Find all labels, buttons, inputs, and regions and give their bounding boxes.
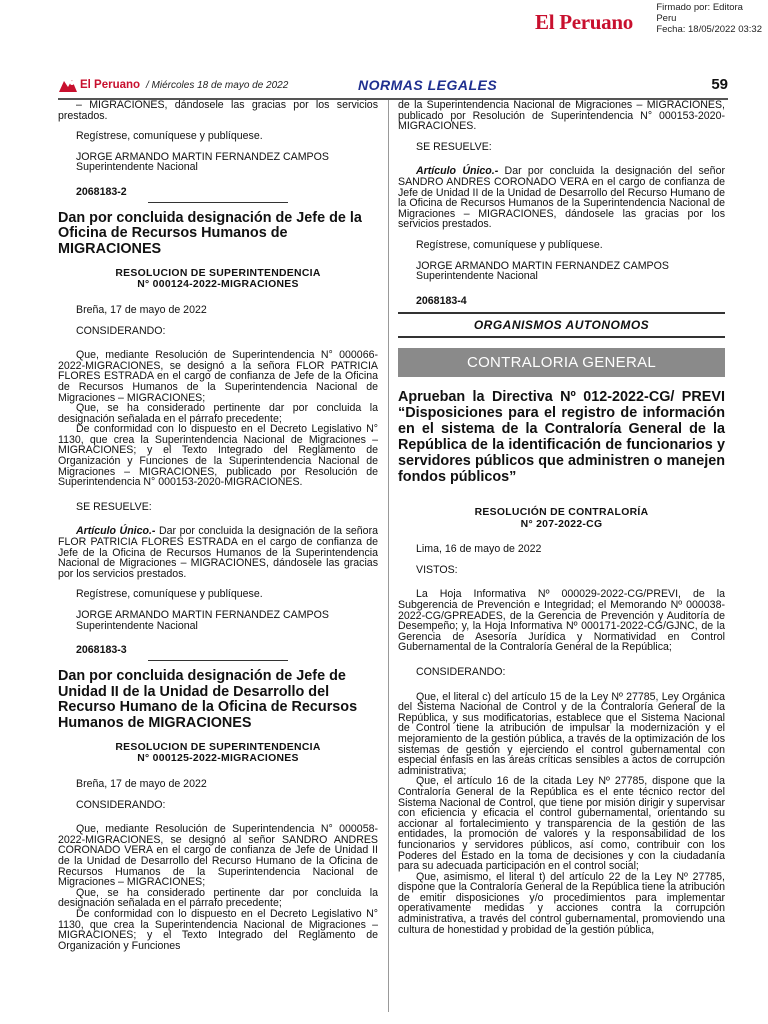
closing-formula: Regístrese, comuníquese y publíquese. — [76, 588, 263, 601]
header-date: / Miércoles 18 de mayo de 2022 — [146, 80, 289, 91]
article-lead: Artículo Único.- — [416, 165, 499, 178]
article-title: Dan por concluida designación de Jefe de la Oficina de Recursos Humanos de MIGRACIONES — [58, 209, 362, 258]
article-text: Dar por concluida la designación del señor SANDRO ANDRES CORONADO VERA en el cargo de confianza de Jefe de Unidad II de la Unidad de Desarrollo del Recurso Humano de la Oficina de Recursos Humanos de la Superintendencia Nacional de Migraciones – MIGRACIONES, dándosele las gracias por los servicios prestados. — [398, 165, 725, 231]
article-lead: Artículo Único.- — [76, 525, 156, 538]
section-label: SE RESUELVE: — [416, 140, 492, 153]
signature-line-2: Peru — [656, 13, 677, 24]
publication-code: 2068183-4 — [416, 294, 467, 307]
peruano-emblem-icon — [58, 78, 78, 93]
paragraph: La Hoja Informativa Nº 000029-2022-CG/PREVI, de la Subgerencia de Prevención e Integridad; el Memorando Nº 000038-2022-CG/GPREADES, de la Gerencia de Prevención y Auditoría de Desempeño; y, la Hoja Informativa Nº 000171-2022-CG/GJNC, de la Gerencia de Asesoría Jurídica y Normatividad en Control Gubernamental de la Contraloría General de la República; — [398, 588, 725, 654]
running-header — [58, 76, 728, 100]
agency-banner: CONTRALORIA GENERAL — [398, 348, 725, 377]
signature-line-3: Fecha: 18/05/2022 03:32 — [656, 24, 762, 35]
paragraph: Que, mediante Resolución de Superintendencia N° 000058-2022-MIGRACIONES, se designó al señor SANDRO ANDRES CORONADO VERA en el cargo de confianza de Jefe de Unidad II de la Unidad de Desarrollo del Recurso Humano de la Oficina de Recursos Humanos de la Superintendencia Nacional de Migraciones – MIGRACIONES; — [58, 823, 378, 889]
paragraph: Que, mediante Resolución de Superintendencia N° 000066-2022-MIGRACIONES, se designó a la señora FLOR PATRICIA FLORES ESTRADA en el cargo de confianza de Jefe de la Oficina de Recursos Humanos de la Superintendencia Nacional de Migraciones – MIGRACIONES; — [58, 349, 378, 404]
page-number: 59 — [711, 76, 728, 93]
signatory-name: JORGE ARMANDO MARTIN FERNANDEZ CAMPOS — [76, 609, 329, 622]
section-banner: ORGANISMOS AUTONOMOS — [398, 312, 725, 338]
resolution-type: RESOLUCION DE SUPERINTENDENCIA — [115, 267, 321, 279]
paragraph: De conformidad con lo dispuesto en el Decreto Legislativo N° 1130, que crea la Superintendencia Nacional de Migraciones – MIGRACIONES; y el Texto Integrado del Reglamento de Organización y Funciones — [58, 907, 378, 952]
paragraph: – MIGRACIONES, dándosele las gracias por los servicios prestados. — [58, 99, 378, 122]
publication-code: 2068183-3 — [76, 644, 127, 657]
signature-line-1: Firmado por: Editora — [656, 2, 743, 13]
publication-code: 2068183-2 — [76, 185, 127, 198]
article-text: Dar por concluida la designación de la señora FLOR PATRICIA FLORES ESTRADA en el cargo de confianza de Jefe de la Oficina de Recursos Humanos de la Superintendencia Nacional de Migraciones – MIGRACIONES, dándosele las gracias por los servicios prestados. — [58, 525, 378, 580]
paragraph: Que, se ha considerado pertinente dar por concluida la designación señalada en el párrafo precedente; — [58, 402, 378, 425]
paragraph: Que, el literal c) del artículo 15 de la Ley Nº 27785, Ley Orgánica del Sistema Nacional de Control y de la Contraloría General de la República, y sus modificatorias, establece que el Sistema Nacional de Control tiene la atribución de impulsar la modernización y el mejoramiento de la gestión pública, a través de la optimización de los sistemas de gestión y ejerciendo el control gubernamental con especial énfasis en las áreas críticas sensibles a actos de corrupción administrativa; — [398, 690, 725, 777]
signatory-role: Superintendente Nacional — [416, 270, 538, 283]
resolution-date: Breña, 17 de mayo de 2022 — [76, 777, 207, 790]
resolution-date: Breña, 17 de mayo de 2022 — [76, 303, 207, 316]
resolution-number: N° 000124-2022-MIGRACIONES — [137, 279, 299, 291]
paragraph: De conformidad con lo dispuesto en el Decreto Legislativo N° 1130, que crea la Superintendencia Nacional de Migraciones – MIGRACIONES; y el Texto Integrado del Reglamento de Organización y Funciones de la Superintendencia Nacional de Migraciones – MIGRACIONES, publicado por Resolución de Superintendencia N° 000153-2020-MIGRACIONES. — [58, 423, 378, 489]
article-paragraph — [58, 526, 378, 579]
left-column — [58, 100, 378, 951]
section-label: VISTOS: — [416, 563, 458, 576]
paragraph: Que, asimismo, el literal t) del artículo 22 de la Ley Nº 27785, dispone que la Contraloría General de la República tiene la atribución de emitir disposiciones y/o procedimientos para implementar operativamente medidas y acciones contra la corrupción administrativa, a través del control gubernamental, promoviendo una cultura de honestidad y probidad de la gestión pública, — [398, 870, 725, 936]
header-section-title: NORMAS LEGALES — [358, 77, 498, 93]
signatory-name: JORGE ARMANDO MARTIN FERNANDEZ CAMPOS — [416, 259, 669, 272]
signatory-role: Superintendente Nacional — [76, 161, 198, 174]
closing-formula: Regístrese, comuníquese y publíquese. — [416, 238, 603, 251]
article-title: Aprueban la Directiva Nº 012-2022-CG/ PREVI “Disposiciones para el registro de información en el sistema de la Contraloría General de la República de la identificación de funcionarios y servidores públicos que administren o manejen fondos públicos” — [398, 389, 725, 486]
article-paragraph — [398, 166, 725, 230]
section-label: SE RESUELVE: — [76, 500, 152, 513]
header-brand: El Peruano — [80, 79, 141, 91]
paragraph: de la Superintendencia Nacional de Migraciones – MIGRACIONES, publicado por Resolución de Superintendencia N° 000153-2020-MIGRACIONES. — [398, 99, 725, 133]
paragraph: Que, el artículo 16 de la citada Ley Nº 27785, dispone que la Contraloría General de la República es el ente técnico rector del Sistema Nacional de Control, que tiene por misión dirigir y supervisar con eficiencia y eficacia el control gubernamental, orientando su accionar al fortalecimiento y transparencia de la gestión de las entidades, la promoción de valores y la responsabilidad de los funcionarios y servidores públicos, así como, contribuir con los Poderes del Estado en la toma de decisiones y con la ciudadanía para su adecuada participación en el control social; — [398, 775, 725, 873]
section-label: CONSIDERANDO: — [76, 324, 166, 337]
resolution-number: N° 207-2022-CG — [520, 518, 603, 530]
divider — [148, 202, 288, 203]
resolution-date: Lima, 16 de mayo de 2022 — [416, 543, 542, 556]
signatory-role: Superintendente Nacional — [76, 619, 198, 632]
resolution-number: N° 000125-2022-MIGRACIONES — [137, 753, 299, 765]
brand-logo: El Peruano — [535, 10, 633, 34]
resolution-type: RESOLUCIÓN DE CONTRALORÍA — [474, 507, 649, 519]
closing-formula: Regístrese, comuníquese y publíquese. — [76, 130, 263, 143]
section-label: CONSIDERANDO: — [416, 666, 506, 678]
column-divider — [388, 100, 389, 1012]
paragraph: Que, se ha considerado pertinente dar por concluida la designación señalada en el párrafo precedente; — [58, 886, 378, 910]
right-column — [398, 100, 725, 935]
signatory-name: JORGE ARMANDO MARTIN FERNANDEZ CAMPOS — [76, 150, 329, 163]
section-label: CONSIDERANDO: — [76, 798, 166, 811]
digital-signature — [656, 2, 762, 35]
article-title: Dan por concluida designación de Jefe de Unidad II de la Unidad de Desarrollo del Recurso Humano de la Oficina de Recursos Humanos de MIGRACIONES — [58, 667, 358, 732]
divider — [148, 660, 288, 661]
resolution-type: RESOLUCION DE SUPERINTENDENCIA — [115, 741, 321, 753]
